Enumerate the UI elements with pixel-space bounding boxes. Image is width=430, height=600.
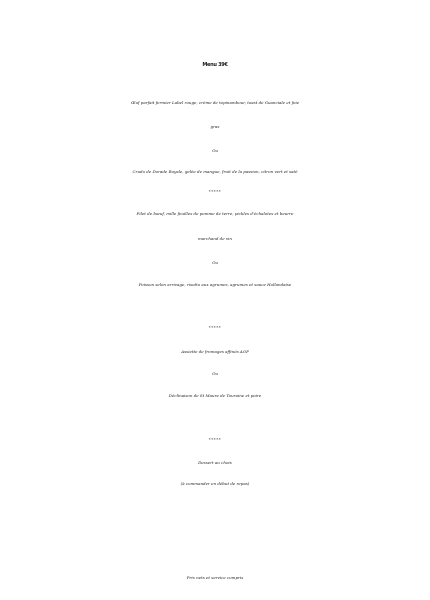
footer-price-note: Prix nets et service compris xyxy=(186,575,244,580)
entree-or: Ou xyxy=(212,148,218,153)
entree-option-2: Crudo de Dorade Royale, gelée de mangue, fruit de la passion, citron vert et saté xyxy=(132,169,298,174)
menu-title: Menu 39€ xyxy=(202,62,228,68)
separator-2: ***** xyxy=(208,325,222,330)
plat-or: Ou xyxy=(212,260,218,265)
dessert-label: Dessert au choix xyxy=(198,460,232,465)
plat-option-2: Poisson selon arrivage, risotto aux agrumes, agrumes et sauce Hollandaise xyxy=(138,282,292,287)
entree-option-1-line-2: gras xyxy=(210,124,220,129)
fromage-option-2: Déclinaison de St Maure de Touraine et poire xyxy=(168,393,262,398)
separator-1: ***** xyxy=(208,189,222,194)
fromage-or: Ou xyxy=(212,371,218,376)
entree-option-1-line-1: Œuf parfait fermier Label rouge, crème de topinambour, toast de Guanciale et foie xyxy=(130,100,300,105)
plat-option-1-line-2: marchand de vin xyxy=(197,236,232,241)
separator-3: ***** xyxy=(208,437,222,442)
dessert-note: (à commander en début de repas) xyxy=(180,481,250,486)
fromage-option-1: Assiette de fromages affinés AOP xyxy=(181,349,249,354)
plat-option-1-line-1: Filet de bœuf, mille feuilles de pomme de terre, pickles d'échalotes et beurre xyxy=(136,211,294,216)
